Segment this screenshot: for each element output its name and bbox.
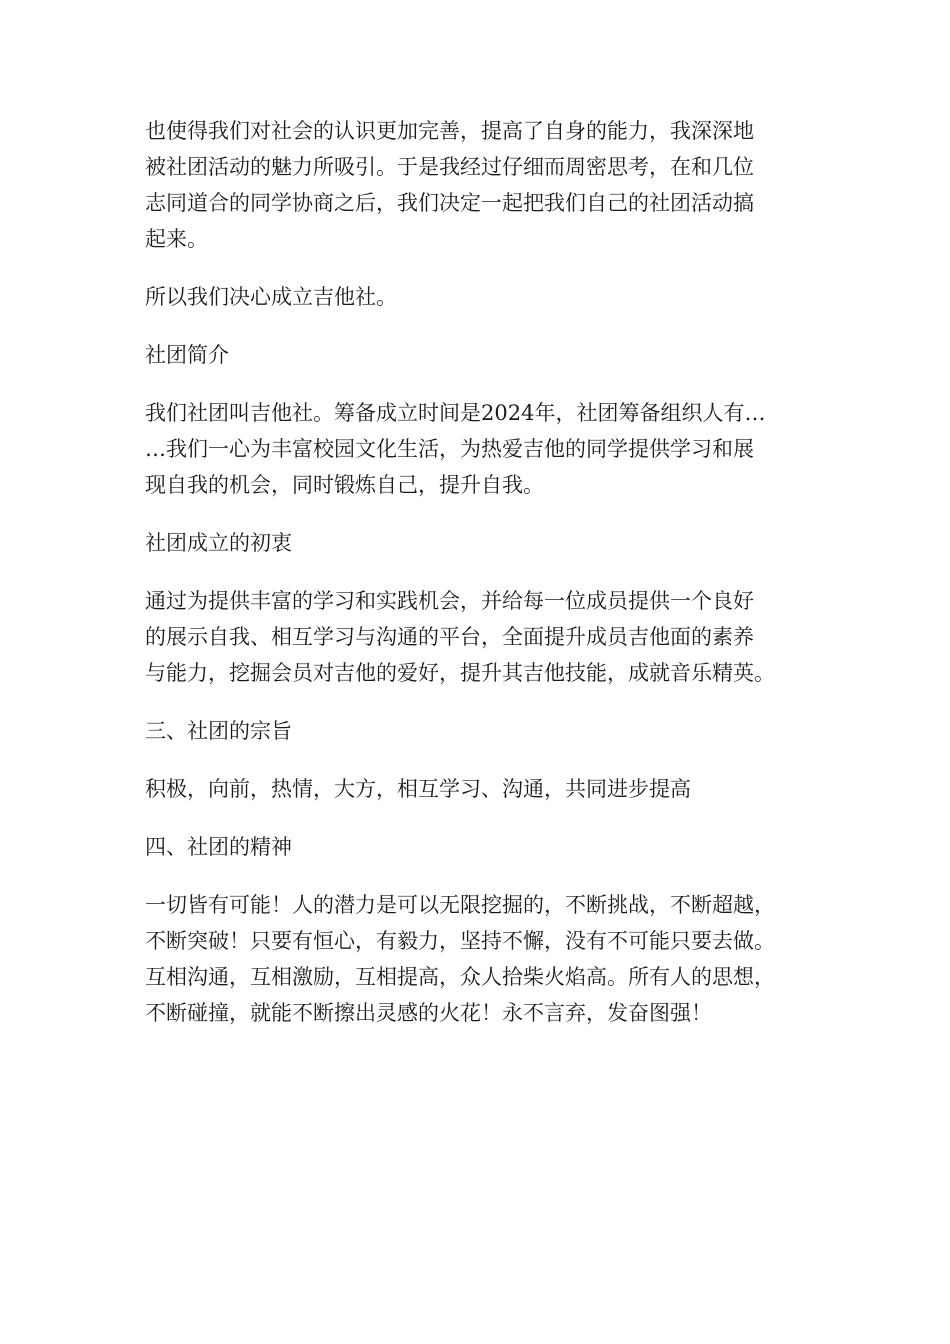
heading-founding-purpose: 社团成立的初衷	[145, 531, 292, 555]
heading-club-tenet: 三、社团的宗旨	[145, 719, 292, 743]
paragraph-founding-purpose: 通过为提供丰富的学习和实践机会，并给每一位成员提供一个良好 的展示自我、相互学习与沟通的平台，全面提升成员吉他面的素养 与能力，挖掘会员对吉他的爱好，提升其吉他技能，成就音乐精英。	[145, 589, 775, 685]
heading-club-intro: 社团简介	[145, 343, 229, 367]
paragraph-intro-continued: 也使得我们对社会的认识更加完善，提高了自身的能力，我深深地 被社团活动的魅力所吸引。于是我经过仔细而周密思考，在和几位 志同道合的同学协商之后，我们决定一起把我们自己的社团活动搞 起来。	[145, 119, 754, 251]
paragraph-club-intro: 我们社团叫吉他社。筹备成立时间是2024年，社团筹备组织人有… …我们一心为丰富校园文化生活，为热爱吉他的同学提供学习和展 现自我的机会，同时锻炼自己，提升自我。	[145, 401, 766, 497]
document-body	[145, 113, 810, 1053]
paragraph-club-spirit: 一切皆有可能！人的潜力是可以无限挖掘的，不断挑战，不断超越， 不断突破！只要有恒心，有毅力，坚持不懈，没有不可能只要去做。 互相沟通，互相激励，互相提高，众人拾柴火焰高。所有人的思想， 不断碰撞，就能不断擦出灵感的火花！永不言弃，发奋图强！	[145, 893, 775, 1025]
heading-club-spirit: 四、社团的精神	[145, 835, 292, 859]
paragraph-club-tenet: 积极，向前，热情，大方，相互学习、沟通，共同进步提高	[145, 777, 691, 801]
paragraph-decision: 所以我们决心成立吉他社。	[145, 285, 397, 309]
